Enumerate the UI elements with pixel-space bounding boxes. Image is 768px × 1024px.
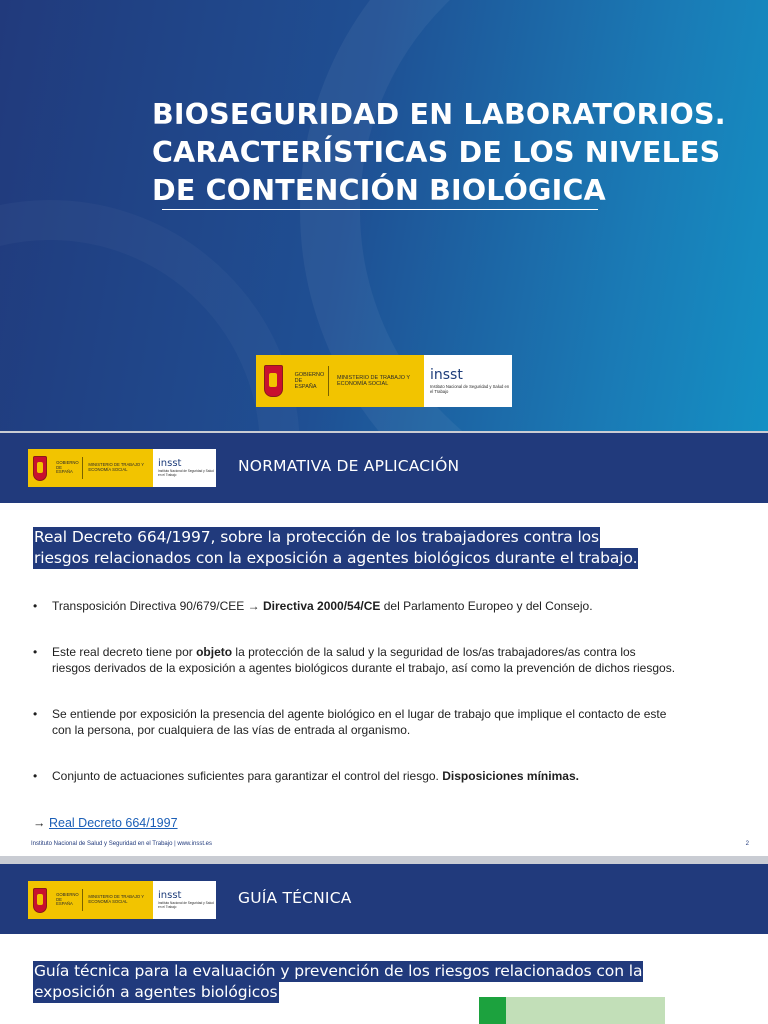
title-line: CARACTERÍSTICAS DE LOS NIVELES — [152, 136, 721, 169]
slide-header — [0, 864, 768, 934]
logo-divider — [82, 889, 83, 911]
list-item — [33, 768, 733, 784]
coat-of-arms-icon — [33, 888, 47, 913]
logo-divider — [328, 366, 329, 396]
slide-footer: Instituto Nacional de Salud y Seguridad en el Trabajo | www.insst.es — [31, 841, 212, 847]
cover-accent-bar — [479, 997, 506, 1024]
government-logo — [28, 449, 153, 487]
decorative-arc — [0, 200, 300, 431]
slide-header — [0, 433, 768, 503]
text: Este real decreto tiene por — [52, 645, 197, 659]
arrow-icon: → — [33, 816, 46, 830]
insst-subtitle: Instituto Nacional de Seguridad y Salud en el Trabajo — [430, 384, 510, 394]
insst-logo — [153, 449, 216, 487]
bold-text: Directiva 2000/54/CE — [259, 599, 381, 613]
page-number: 2 — [745, 841, 749, 847]
insst-subtitle: Instituto Nacional de Seguridad y Salud en el Trabajo — [158, 469, 214, 477]
title-line: BIOSEGURIDAD EN LABORATORIOS. — [152, 98, 726, 131]
highlighted-heading — [33, 527, 638, 569]
bullet-list — [33, 598, 733, 614]
title-underline — [162, 209, 598, 210]
gov-text: GOBIERNO DE ESPAÑA — [56, 891, 79, 907]
bullet-list — [33, 706, 733, 738]
presentation-title — [152, 96, 726, 210]
coat-of-arms-icon — [264, 365, 283, 397]
bullet-list — [33, 768, 733, 784]
gov-text: GOBIERNO DE ESPAÑA — [294, 371, 325, 391]
insst-mark: insst — [158, 890, 182, 902]
insst-logo — [153, 881, 216, 919]
bullet-list — [33, 644, 733, 676]
text: Transposición Directiva 90/679/CEE — [52, 599, 248, 613]
text: Conjunto de actuaciones suficientes para garantizar el control del riesgo. — [52, 769, 443, 783]
list-item — [33, 598, 733, 614]
coat-of-arms-icon — [33, 456, 47, 481]
text: Se entiende por exposición la presencia del agente biológico en el lugar de trabajo que implique el contacto de este — [52, 707, 667, 721]
slide-title: GUÍA TÉCNICA — [238, 889, 352, 907]
government-insst-logo — [28, 881, 216, 919]
reference-link-row — [33, 816, 178, 830]
gov-text: GOBIERNO DE ESPAÑA — [56, 459, 79, 475]
slide-content — [0, 503, 768, 856]
ministry-text: MINISTERIO DE TRABAJO Y ECONOMÍA SOCIAL — [88, 894, 144, 904]
ministry-text: MINISTERIO DE TRABAJO Y ECONOMÍA SOCIAL — [336, 374, 410, 387]
heading-line: riesgos relacionados con la exposición a agentes biológicos durante el trabajo. — [34, 549, 638, 567]
heading-line: Real Decreto 664/1997, sobre la protección de los trabajadores contra los — [34, 528, 600, 546]
heading-line: exposición a agentes biológicos — [34, 983, 278, 1001]
title-line: DE CONTENCIÓN BIOLÓGICA — [152, 174, 606, 207]
list-item — [33, 644, 733, 676]
arrow-icon: → — [247, 599, 260, 613]
slide-content — [0, 934, 768, 1024]
title-slide — [0, 0, 768, 431]
insst-logo — [424, 355, 512, 407]
text: del Parlamento Europeo y del Consejo. — [380, 599, 593, 613]
bold-text: Disposiciones mínimas. — [442, 769, 579, 783]
guide-cover-thumbnail — [479, 997, 665, 1024]
text: con la persona, por cualquiera de las vías de entrada al organismo. — [52, 723, 411, 737]
heading-line: Guía técnica para la evaluación y prevención de los riesgos relacionados con la — [34, 962, 643, 980]
slide-title: NORMATIVA DE APLICACIÓN — [238, 457, 460, 475]
insst-mark: insst — [158, 458, 182, 470]
real-decreto-link[interactable]: Real Decreto 664/1997 — [48, 816, 178, 830]
ministry-text: MINISTERIO DE TRABAJO Y ECONOMÍA SOCIAL — [88, 462, 144, 472]
government-insst-logo — [28, 449, 216, 487]
government-logo — [28, 881, 153, 919]
list-item — [33, 706, 733, 738]
government-insst-logo — [256, 355, 512, 407]
bold-text: objeto — [196, 645, 233, 659]
government-logo — [256, 355, 424, 407]
logo-divider — [82, 457, 83, 479]
insst-mark: insst — [430, 367, 463, 384]
insst-subtitle: Instituto Nacional de Seguridad y Salud en el Trabajo — [158, 901, 214, 909]
text: la protección de la salud y la seguridad de los/as trabajadores/as contra los — [232, 645, 636, 659]
text: riesgos derivados de la exposición a agentes biológicos durante el trabajo, así como la prevención de dichos riesgos. — [52, 661, 676, 675]
